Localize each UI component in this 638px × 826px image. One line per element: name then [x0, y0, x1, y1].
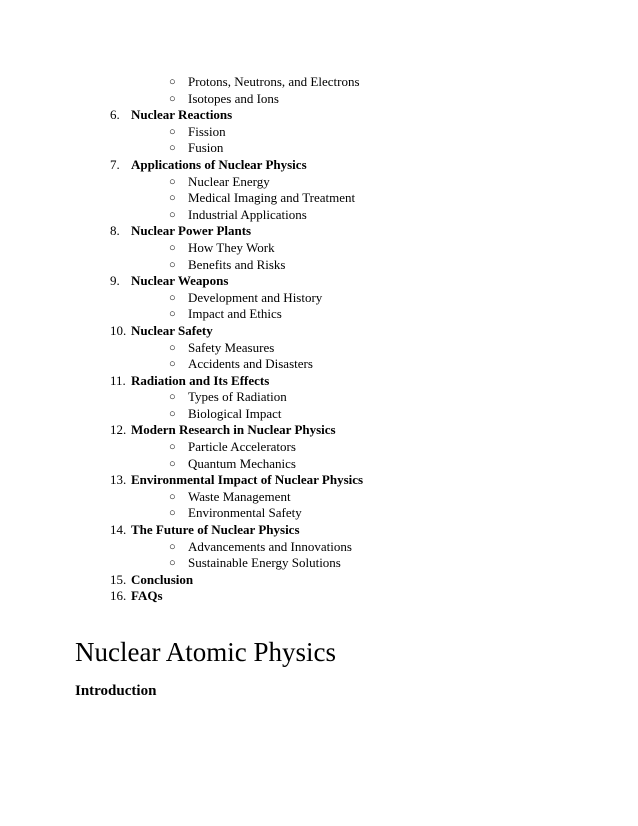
outline-subitem	[0, 257, 638, 274]
hollow-circle-bullet-icon: ○	[169, 557, 176, 570]
outline-topic-item	[0, 422, 638, 439]
outline-subitem	[0, 555, 638, 572]
outline-subitem-label: Environmental Safety	[188, 505, 302, 521]
outline-subitem	[0, 306, 638, 323]
document-title: Nuclear Atomic Physics	[75, 637, 336, 667]
outline-item-number: 12.	[110, 422, 127, 438]
outline-subitem-label: Fission	[188, 123, 226, 139]
hollow-circle-bullet-icon: ○	[169, 308, 176, 321]
outline-item-number: 16.	[110, 588, 127, 604]
outline-item-number: 8.	[110, 223, 120, 239]
outline-item-number: 14.	[110, 522, 127, 538]
section-heading-introduction: Introduction	[75, 683, 157, 699]
hollow-circle-bullet-icon: ○	[169, 540, 176, 553]
outline-item-number: 11.	[110, 372, 126, 388]
outline-topic-label: FAQs	[131, 588, 163, 604]
outline-item-number: 15.	[110, 571, 127, 587]
outline-subitem-label: Benefits and Risks	[188, 256, 286, 272]
outline-subitem	[0, 190, 638, 207]
hollow-circle-bullet-icon: ○	[169, 291, 176, 304]
outline-subitem-label: Biological Impact	[188, 405, 282, 421]
hollow-circle-bullet-icon: ○	[169, 407, 176, 420]
outline-item-number: 10.	[110, 322, 127, 338]
outline-topic-label: Modern Research in Nuclear Physics	[131, 422, 336, 438]
outline-item-number: 6.	[110, 107, 120, 123]
outline-subitem	[0, 140, 638, 157]
outline-topic-item	[0, 223, 638, 240]
hollow-circle-bullet-icon: ○	[169, 241, 176, 254]
outline-topic-item	[0, 522, 638, 539]
outline-topic-label: Conclusion	[131, 571, 194, 587]
hollow-circle-bullet-icon: ○	[169, 142, 176, 155]
hollow-circle-bullet-icon: ○	[169, 457, 176, 470]
outline-subitem	[0, 290, 638, 307]
outline-topic-item	[0, 323, 638, 340]
outline-subitem	[0, 174, 638, 191]
outline-subitem	[0, 439, 638, 456]
outline-subitem-label: Protons, Neutrons, and Electrons	[188, 74, 360, 89]
outline-topic-label: The Future of Nuclear Physics	[131, 522, 300, 538]
hollow-circle-bullet-icon: ○	[169, 76, 176, 88]
outline-subitem-label: Quantum Mechanics	[188, 455, 296, 471]
outline-item-number: 7.	[110, 156, 120, 172]
hollow-circle-bullet-icon: ○	[169, 341, 176, 354]
outline-subitem-label: Nuclear Energy	[188, 173, 270, 189]
hollow-circle-bullet-icon: ○	[169, 192, 176, 205]
outline-topic-item	[0, 572, 638, 589]
outline-subitem	[0, 505, 638, 522]
outline-subitem	[0, 489, 638, 506]
outline-subitem	[0, 389, 638, 406]
outline-subitem-label: Isotopes and Ions	[188, 90, 279, 106]
outline-subitem	[0, 406, 638, 423]
outline-subitem-label: Safety Measures	[188, 339, 275, 355]
outline-subitem	[0, 340, 638, 357]
hollow-circle-bullet-icon: ○	[169, 441, 176, 454]
outline-subitem-label: Industrial Applications	[188, 206, 307, 222]
outline-subitem	[0, 240, 638, 257]
outline-subitem-label: How They Work	[188, 239, 275, 255]
hollow-circle-bullet-icon: ○	[169, 258, 176, 271]
outline-subitem	[0, 91, 638, 108]
outline-subitem	[0, 456, 638, 473]
outline-topic-label: Nuclear Reactions	[131, 107, 233, 123]
outline-topic-label: Environmental Impact of Nuclear Physics	[131, 472, 364, 488]
outline-subitem-label: Accidents and Disasters	[188, 356, 313, 372]
hollow-circle-bullet-icon: ○	[169, 125, 176, 138]
outline-topic-item	[0, 107, 638, 124]
outline-topic-label: Nuclear Power Plants	[131, 223, 252, 239]
outline-topic-label: Nuclear Weapons	[131, 273, 229, 289]
outline-item-number: 13.	[110, 472, 127, 488]
hollow-circle-bullet-icon: ○	[169, 208, 176, 221]
outline-subitem-label: Development and History	[188, 289, 323, 305]
hollow-circle-bullet-icon: ○	[169, 92, 176, 105]
outline-subitem	[0, 356, 638, 373]
outline-subitem-label: Impact and Ethics	[188, 306, 282, 322]
outline-subitem	[0, 539, 638, 556]
hollow-circle-bullet-icon: ○	[169, 490, 176, 503]
outline-topic-label: Applications of Nuclear Physics	[131, 156, 307, 172]
outline-subitem-label: Sustainable Energy Solutions	[188, 555, 341, 571]
outline-topic-item	[0, 373, 638, 390]
outline-item-number: 9.	[110, 273, 120, 289]
table-of-contents	[0, 74, 638, 605]
outline-subitem	[0, 124, 638, 141]
outline-topic-item	[0, 472, 638, 489]
hollow-circle-bullet-icon: ○	[169, 507, 176, 520]
outline-topic-label: Nuclear Safety	[131, 322, 213, 338]
outline-subitem-label: Medical Imaging and Treatment	[188, 190, 356, 206]
outline-subitem-label: Types of Radiation	[188, 389, 287, 405]
outline-subitem	[0, 74, 638, 91]
outline-subitem-label: Advancements and Innovations	[188, 538, 352, 554]
outline-topic-item	[0, 273, 638, 290]
outline-topic-item	[0, 157, 638, 174]
outline-topic-item	[0, 588, 638, 605]
outline-subitem	[0, 207, 638, 224]
hollow-circle-bullet-icon: ○	[169, 391, 176, 404]
hollow-circle-bullet-icon: ○	[169, 175, 176, 188]
outline-subitem-label: Waste Management	[188, 488, 291, 504]
outline-subitem-label: Fusion	[188, 140, 224, 156]
outline-subitem-label: Particle Accelerators	[188, 439, 296, 455]
hollow-circle-bullet-icon: ○	[169, 358, 176, 371]
outline-topic-label: Radiation and Its Effects	[131, 372, 270, 388]
